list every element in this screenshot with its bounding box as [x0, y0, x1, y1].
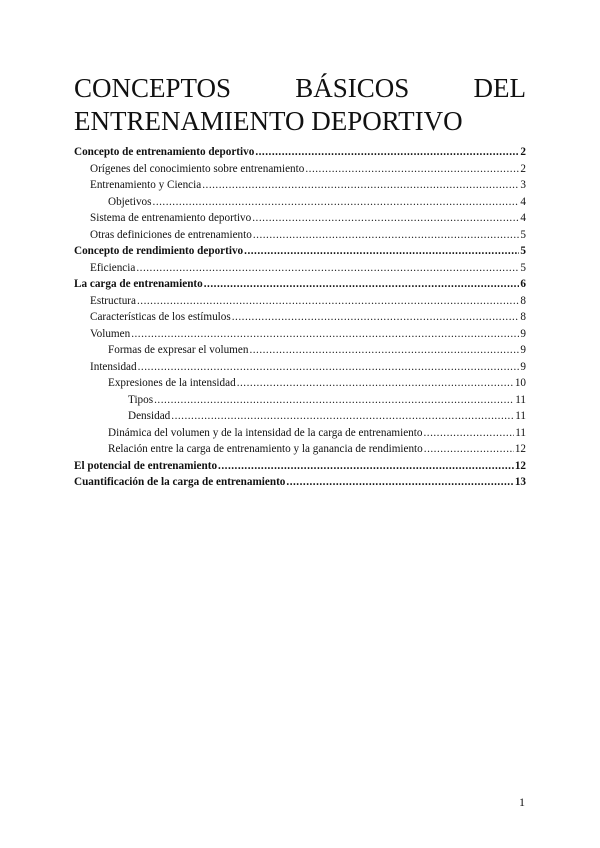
- toc-entry-title: Orígenes del conocimiento sobre entrenamiento: [90, 162, 305, 175]
- toc-entry[interactable]: [74, 328, 526, 345]
- toc-entry-page: 11: [515, 393, 526, 406]
- toc-entry-page: 12: [514, 459, 526, 472]
- toc-entry-title: Cuantificación de la carga de entrenamiento: [74, 476, 286, 488]
- toc-dot-leader: [171, 410, 514, 422]
- toc-entry-page: 6: [520, 278, 526, 290]
- toc-entry[interactable]: [74, 361, 526, 378]
- toc-dot-leader: [232, 311, 519, 323]
- toc-entry[interactable]: [74, 427, 526, 444]
- toc-entry-title: El potencial de entrenamiento: [74, 459, 218, 472]
- toc-dot-leader: [131, 328, 519, 340]
- toc-entry-title: Estructura: [90, 294, 136, 307]
- toc-entry-title: Volumen: [90, 327, 131, 340]
- toc-entry[interactable]: [74, 394, 526, 411]
- toc-entry-page: 9: [520, 344, 526, 356]
- toc-entry-title: Intensidad: [90, 360, 137, 373]
- toc-dot-leader: [204, 278, 519, 290]
- toc-entry-title: Sistema de entrenamiento deportivo: [90, 212, 252, 224]
- toc-entry-title: Expresiones de la intensidad: [108, 377, 236, 389]
- toc-entry-title: Concepto de entrenamiento deportivo: [74, 146, 255, 158]
- title-word: BÁSICOS: [295, 73, 410, 103]
- toc-entry-title: Características de los estímulos: [90, 311, 231, 323]
- toc-entry[interactable]: [74, 443, 526, 460]
- toc-entry[interactable]: [74, 163, 526, 180]
- toc-entry-title: Dinámica del volumen y de la intensidad de la carga de entrenamiento: [108, 426, 423, 439]
- toc-entry-page: 12: [514, 443, 526, 455]
- toc-dot-leader: [138, 361, 519, 373]
- toc-dot-leader: [249, 344, 519, 356]
- toc-entry[interactable]: [74, 344, 526, 361]
- toc-entry-page: 3: [520, 179, 526, 191]
- toc-entry[interactable]: [74, 229, 526, 246]
- toc-entry-title: Entrenamiento y Ciencia: [90, 179, 202, 191]
- toc-dot-leader: [305, 163, 519, 175]
- toc-entry-page: 4: [520, 212, 526, 224]
- toc-entry-page: 13: [514, 476, 526, 488]
- toc-entry-page: 2: [520, 162, 526, 175]
- toc-entry-page: 5: [520, 245, 526, 257]
- toc-entry-title: Otras definiciones de entrenamiento: [90, 228, 252, 241]
- toc-entry[interactable]: [74, 311, 526, 328]
- toc-dot-leader: [136, 262, 519, 274]
- toc-dot-leader: [286, 476, 513, 488]
- toc-dot-leader: [244, 245, 519, 257]
- toc-dot-leader: [154, 394, 514, 406]
- toc-dot-leader: [137, 295, 519, 307]
- toc-entry-title: Tipos: [128, 393, 154, 406]
- toc-entry[interactable]: [74, 146, 526, 163]
- toc-entry-page: 5: [520, 228, 526, 241]
- toc-entry[interactable]: [74, 262, 526, 279]
- toc-dot-leader: [237, 377, 514, 389]
- toc-entry-page: 9: [520, 327, 526, 340]
- toc-entry-title: Objetivos: [108, 195, 152, 208]
- toc-entry[interactable]: [74, 278, 526, 295]
- toc-entry[interactable]: [74, 245, 526, 262]
- toc-entry[interactable]: [74, 295, 526, 312]
- toc-dot-leader: [218, 460, 514, 472]
- title-word: CONCEPTOS: [74, 73, 232, 103]
- toc-entry-page: 8: [520, 311, 526, 323]
- toc-dot-leader: [255, 146, 519, 158]
- toc-entry-page: 5: [520, 261, 526, 274]
- toc-entry-title: Concepto de rendimiento deportivo: [74, 245, 244, 257]
- toc-dot-leader: [253, 229, 519, 241]
- toc-dot-leader: [423, 427, 514, 439]
- toc-entry[interactable]: [74, 212, 526, 229]
- toc-entry-page: 10: [514, 377, 526, 389]
- toc-entry-page: 11: [515, 426, 526, 439]
- toc-entry-title: La carga de entrenamiento: [74, 278, 203, 290]
- toc-dot-leader: [153, 196, 519, 208]
- toc-entry[interactable]: [74, 460, 526, 477]
- page-number: 1: [519, 795, 525, 809]
- toc-dot-leader: [252, 212, 519, 224]
- toc-entry-page: 11: [515, 410, 526, 422]
- toc-entry-title: Densidad: [128, 410, 171, 422]
- toc-dot-leader: [202, 179, 519, 191]
- toc-entry[interactable]: [74, 179, 526, 196]
- toc-entry[interactable]: [74, 196, 526, 213]
- title-word: DEL: [473, 73, 526, 103]
- toc-dot-leader: [424, 443, 514, 455]
- toc-entry[interactable]: [74, 476, 526, 493]
- toc-entry-page: 2: [520, 146, 526, 158]
- toc-entry-title: Formas de expresar el volumen: [108, 344, 249, 356]
- toc-entry-title: Eficiencia: [90, 261, 136, 274]
- document-title: [74, 72, 526, 138]
- toc-entry-page: 8: [520, 294, 526, 307]
- table-of-contents: [74, 146, 526, 493]
- title-line-1: [74, 72, 526, 105]
- toc-entry-page: 4: [520, 195, 526, 208]
- toc-entry[interactable]: [74, 377, 526, 394]
- toc-entry-page: 9: [520, 360, 526, 373]
- toc-entry-title: Relación entre la carga de entrenamiento y la ganancia de rendimiento: [108, 443, 423, 455]
- toc-entry[interactable]: [74, 410, 526, 427]
- title-line-2: ENTRENAMIENTO DEPORTIVO: [74, 106, 463, 136]
